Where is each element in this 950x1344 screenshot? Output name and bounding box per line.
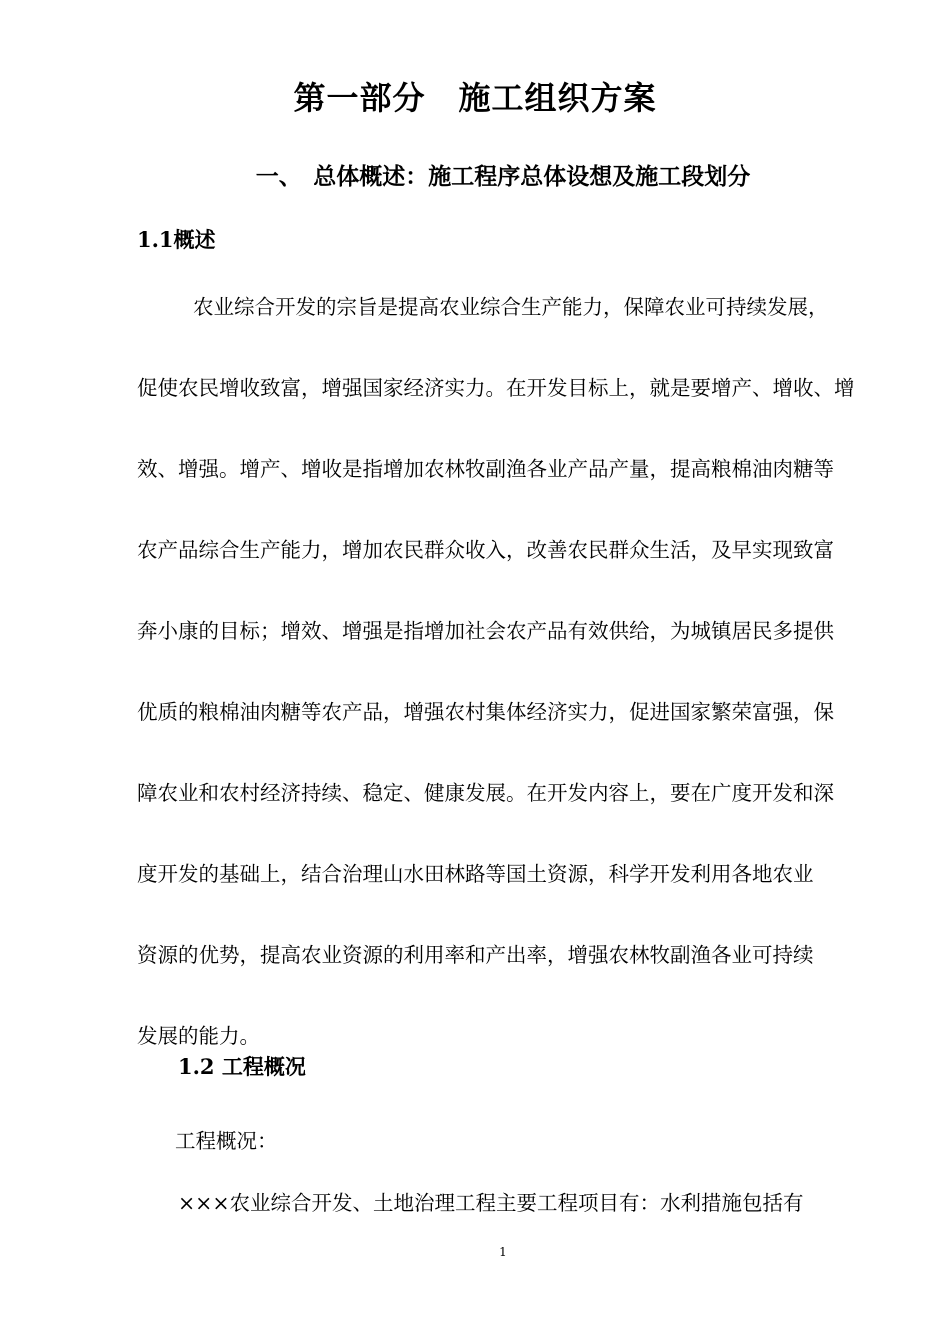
overview-paragraph [137, 287, 872, 1097]
paragraph-line: 发展的能力。 [137, 1024, 260, 1048]
paragraph-line: 奔小康的目标；增效、增强是指增加社会农产品有效供给，为城镇居民多提供 [137, 619, 834, 643]
document-title: 第一部分 施工组织方案 [293, 79, 657, 117]
paragraph-line: 效、增强。增产、增收是指增加农林牧副渔各业产品产量，提高粮棉油肉糖等 [137, 457, 834, 481]
paragraph-line: 农产品综合生产能力，增加农民群众收入，改善农民群众生活，及早实现致富 [137, 538, 834, 562]
page-number: 1 [499, 1245, 507, 1259]
subsection-heading-project: 1.2 工程概况 [178, 1054, 306, 1079]
paragraph-line: 优质的粮棉油肉糖等农产品，增强农村集体经济实力，促进国家繁荣富强，保 [137, 700, 834, 724]
paragraph-line: 促使农民增收致富，增强国家经济实力。在开发目标上，就是要增产、增收、增 [137, 376, 855, 400]
section-heading: 一、 总体概述：施工程序总体设想及施工段划分 [255, 163, 751, 190]
paragraph-line: 资源的优势，提高农业资源的利用率和产出率，增强农林牧副渔各业可持续 [137, 943, 814, 967]
paragraph-line: 度开发的基础上，结合治理山水田林路等国土资源，科学开发利用各地农业 [137, 862, 814, 886]
paragraph-line: 障农业和农村经济持续、稳定、健康发展。在开发内容上，要在广度开发和深 [137, 781, 834, 805]
project-items-line: ×××农业综合开发、土地治理工程主要工程项目有：水利措施包括有 [178, 1191, 804, 1215]
overview-label: 工程概况： [175, 1129, 278, 1153]
paragraph-line: 农业综合开发的宗旨是提高农业综合生产能力，保障农业可持续发展， [193, 295, 829, 319]
subsection-heading-overview: 1.1概述 [137, 227, 216, 252]
